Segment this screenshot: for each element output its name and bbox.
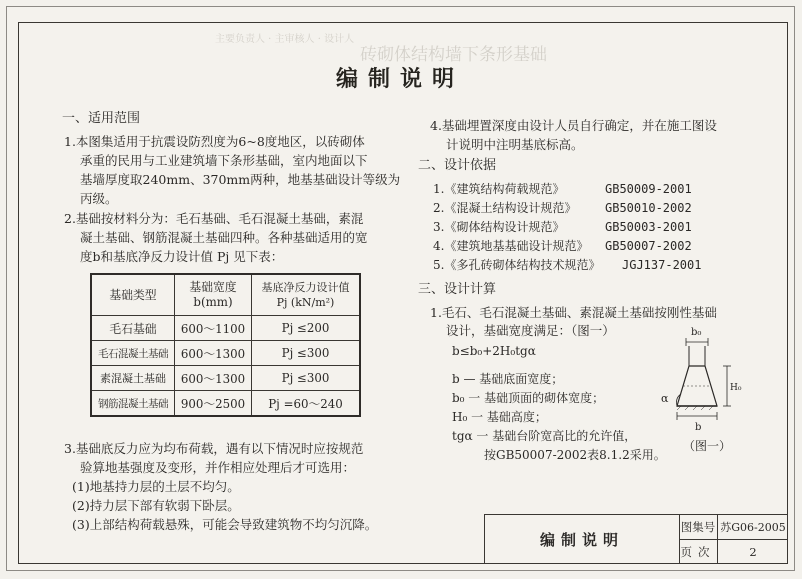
reference-name: 5.《多孔砖砌体结构技术规范》 bbox=[433, 258, 601, 272]
scope-item-3-line: 3.基础底反力应为均布荷载，遇有以下情况时应按规范 bbox=[64, 441, 364, 456]
calculation-line: 1.毛石、毛石混凝土基础、素混凝土基础按刚性基础 bbox=[430, 305, 717, 320]
definition-line: b — 基础底面宽度； bbox=[452, 372, 564, 386]
table-row bbox=[91, 366, 360, 391]
page-number-value: 2 bbox=[749, 544, 757, 559]
table-header-row bbox=[91, 274, 360, 316]
table-cell: Pj ≤300 bbox=[252, 366, 361, 391]
figure-caption: （图一） bbox=[683, 439, 732, 453]
section-heading-calculation: 三、设计计算 bbox=[418, 282, 497, 297]
figure-label-alpha: α bbox=[661, 392, 669, 405]
reference-code: GB50007-2002 bbox=[605, 239, 692, 253]
calculation-line: 设计，基础宽度满足：（图一） bbox=[446, 323, 615, 338]
scope-item-2-line: 度b和基底净反力设计值 Pj 见下表： bbox=[80, 249, 284, 264]
title-block-name: 编制说明 bbox=[485, 515, 680, 563]
reference-code: GB50003-2001 bbox=[605, 220, 692, 234]
table-header-cell: 基础宽度 b(mm) bbox=[175, 274, 252, 316]
scope-item-1-line: 1.本图集适用于抗震设防烈度为6~8度地区，以砖砌体 bbox=[64, 134, 365, 149]
scope-item-3-line: (1)地基持力层的土层不均匀。 bbox=[72, 479, 240, 494]
reference-code: JGJ137-2001 bbox=[622, 258, 702, 272]
scope-item-2-line: 凝土基础、钢筋混凝土基础四种。各种基础适用的宽 bbox=[80, 230, 368, 245]
table-header-cell: 基础类型 bbox=[91, 274, 175, 316]
bleed-through-text: 砖砌体结构墙下条形基础 bbox=[360, 45, 547, 65]
reference-code: GB50009-2001 bbox=[605, 182, 692, 196]
figure-label-b: b bbox=[695, 422, 702, 433]
reference-code: GB50010-2002 bbox=[605, 201, 692, 215]
definition-line: H₀ 一 基础高度； bbox=[452, 410, 547, 424]
reference-name: 1.《建筑结构荷载规范》 bbox=[433, 182, 565, 196]
figure-label-h0: H₀ bbox=[730, 383, 742, 393]
title-block bbox=[484, 514, 788, 564]
scope-item-3-line: (3)上部结构荷载悬殊，可能会导致建筑物不均匀沉降。 bbox=[72, 517, 378, 532]
section-heading-scope: 一、适用范围 bbox=[62, 111, 141, 126]
table-cell: 毛石基础 bbox=[91, 316, 175, 341]
foundation-type-table bbox=[90, 273, 361, 417]
rigid-foundation-figure bbox=[655, 322, 745, 440]
table-cell: Pj ≤300 bbox=[252, 341, 361, 366]
reference-name: 3.《砌体结构设计规范》 bbox=[433, 220, 565, 234]
table-cell: 600～1300 bbox=[175, 366, 252, 391]
definition-line: tgα 一 基础台阶宽高比的允许值， bbox=[452, 429, 637, 443]
table-cell: Pj ≤200 bbox=[252, 316, 361, 341]
table-cell: 毛石混凝土基础 bbox=[91, 341, 175, 366]
scope-item-3-line: 验算地基强度及变形，并作相应处理后才可选用： bbox=[80, 460, 356, 475]
table-cell: 600～1100 bbox=[175, 316, 252, 341]
width-formula: b≤b₀+2H₀tgα bbox=[452, 344, 536, 358]
definition-line: 按GB50007-2002表8.1.2采用。 bbox=[484, 448, 666, 462]
scope-item-1-line: 承重的民用与工业建筑墙下条形基础，室内地面以下 bbox=[80, 153, 368, 168]
scope-item-3-line: (2)持力层下部有软弱下卧层。 bbox=[72, 498, 240, 513]
reference-name: 4.《建筑地基基础设计规范》 bbox=[433, 239, 589, 253]
table-header-cell: 基底净反力设计值 Pj (kN/m²) bbox=[252, 274, 361, 316]
scope-item-4-line: 4.基础埋置深度由设计人员自行确定，并在施工图设 bbox=[430, 118, 717, 133]
table-cell: 600～1300 bbox=[175, 341, 252, 366]
page-title: 编制说明 bbox=[335, 66, 464, 92]
section-heading-basis: 二、设计依据 bbox=[418, 158, 497, 173]
reference-name: 2.《混凝土结构设计规范》 bbox=[433, 201, 577, 215]
table-row bbox=[91, 316, 360, 341]
atlas-number-label: 图集号 bbox=[680, 520, 716, 534]
atlas-number-value: 苏G06-2005 bbox=[720, 521, 786, 534]
table-cell: Pj =60～240 bbox=[252, 391, 361, 417]
definition-line: b₀ 一 基础顶面的砌体宽度； bbox=[452, 391, 605, 405]
figure-label-b0: b₀ bbox=[691, 327, 702, 338]
scope-item-4-line: 计说明中注明基底标高。 bbox=[446, 137, 584, 152]
table-cell: 素混凝土基础 bbox=[91, 366, 175, 391]
bleed-through-text: 主要负责人 · 主审核人 · 设计人 bbox=[215, 34, 355, 45]
table-cell: 钢筋混凝土基础 bbox=[91, 391, 175, 417]
scope-item-1-line: 基墙厚度取240mm、370mm两种，地基基础设计等级为 bbox=[80, 172, 401, 187]
table-row bbox=[91, 391, 360, 417]
table-cell: 900～2500 bbox=[175, 391, 252, 417]
scope-item-2-line: 2.基础按材料分为：毛石基础、毛石混凝土基础，素混 bbox=[64, 211, 364, 226]
scope-item-1-line: 丙级。 bbox=[80, 191, 118, 206]
page-number-label: 页次 bbox=[680, 544, 716, 559]
table-row bbox=[91, 341, 360, 366]
